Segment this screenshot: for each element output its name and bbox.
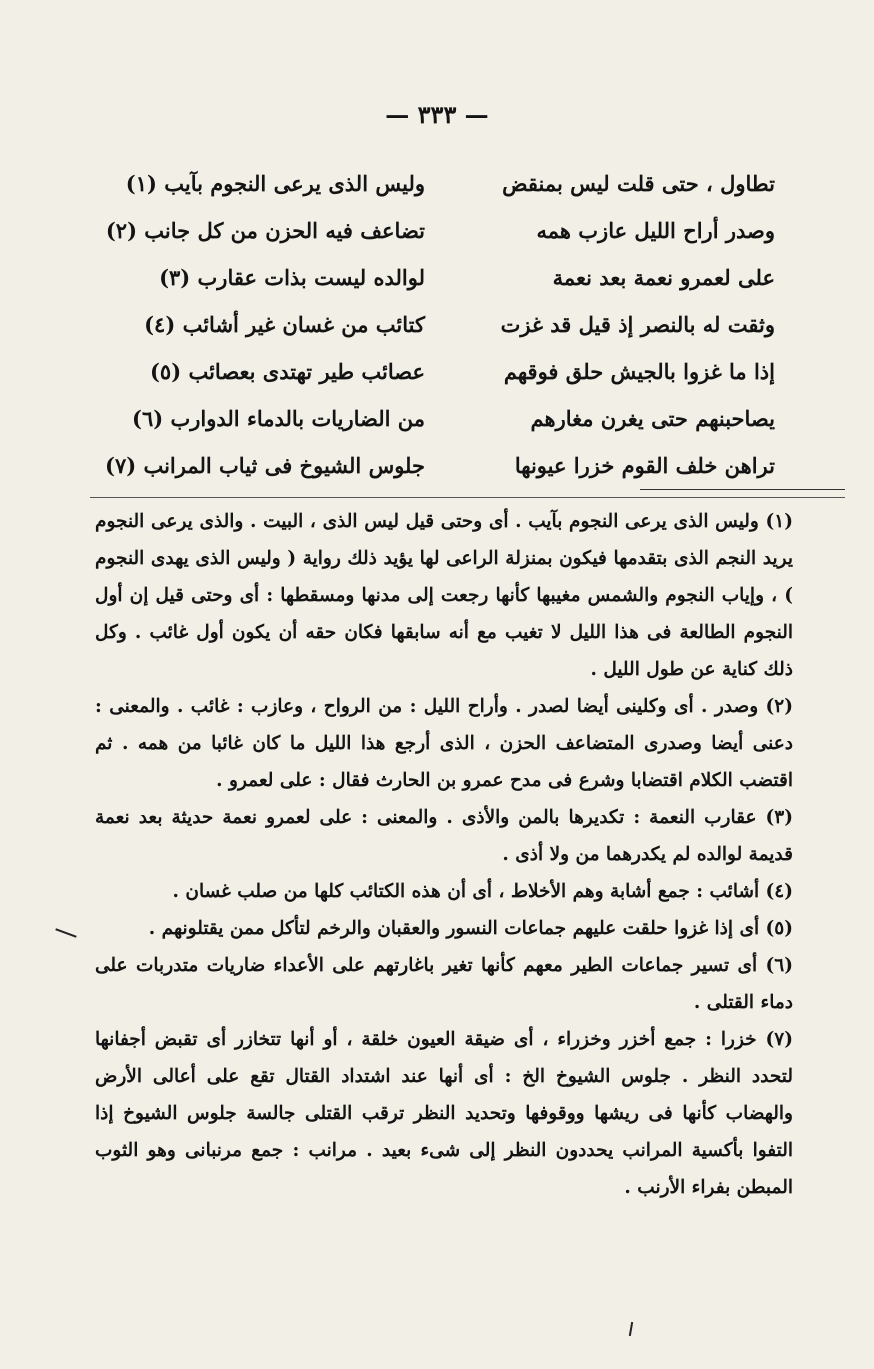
- footnote-divider: [640, 489, 845, 490]
- footnote: (١) وليس الذى يرعى النجوم بآيب . أى وحتى قيل ليس الذى ، البيت . والذى يرعى النجوم يريد النجم الذى بتقدمها فيكون بمنزلة الراعى لها يؤيد ذلك رواية ( وليس الذى يهدى النجوم ) ، وإياب النجوم والشمس مغيبها كأنها رجعت إلى مدنها ومسقطها : أى وحتى قيل إن أول النجوم الطالعة فى هذا الليل لا تغيب مع أنه سابقها فكان حقه أن يكون أول غائب . وكل ذلك كناية عن طول الليل .: [95, 511, 793, 680]
- verse-first-hemistich: وثقت له بالنصر إذ قيل قد غزت: [500, 312, 775, 337]
- verse-first-hemistich: على لعمرو نعمة بعد نعمة: [552, 265, 775, 290]
- verse: [105, 442, 775, 489]
- verse-second-hemistich: تضاعف فيه الحزن من كل جانب (٢): [105, 218, 425, 243]
- verse-second-hemistich: كتائب من غسان غير أشائب (٤): [144, 312, 425, 337]
- verse-first-hemistich: يصاحبنهم حتى يغرن مغارهم: [530, 406, 775, 431]
- footnote: (٢) وصدر . أى وكلينى أيضا لصدر . وأراح الليل : من الرواح ، وعازب : غائب . والمعنى : دعنى أيضا وصدرى المتضاعف الحزن ، الذى أرجع هذا الليل ما كان غائبا من همه . ثم اقتضب الكلام اقتضابا وشرع فى مدح عمرو بن الحارث فقال : على لعمرو .: [95, 696, 793, 791]
- verse-second-hemistich: لوالده ليست بذات عقارب (٣): [159, 265, 425, 290]
- verse-first-hemistich: تراهن خلف القوم خزرا عيونها: [514, 453, 775, 478]
- page-number: — ٣٣٣ —: [385, 100, 489, 129]
- footnote: (٥) أى إذا غزوا حلقت عليهم جماعات النسور والعقبان والرخم لتأكل ممن يقتلونهم .: [148, 918, 793, 939]
- verse: [125, 348, 775, 395]
- poem: [105, 160, 775, 489]
- footnote: (٣) عقارب النعمة : تكديرها بالمن والأذى . والمعنى : على لعمرو نعمة حديثة بعد نعمة قديمة لوالده لم يكدرهما من ولا أذى .: [95, 807, 793, 865]
- verse: [125, 254, 775, 301]
- verse-first-hemistich: إذا ما غزوا بالجيش حلق فوقهم: [503, 359, 775, 384]
- verse-second-hemistich: من الضاريات بالدماء الدوارب (٦): [132, 406, 425, 431]
- verse-second-hemistich: جلوس الشيوخ فى ثياب المرانب (٧): [105, 453, 425, 478]
- scan-speck: [55, 928, 76, 937]
- verse: [105, 207, 775, 254]
- footnotes: [95, 503, 793, 1206]
- verse-first-hemistich: وصدر أراح الليل عازب همه: [536, 218, 775, 243]
- verse: [125, 395, 775, 442]
- verse: [125, 160, 775, 207]
- footnote: (٤) أشائب : جمع أشابة وهم الأخلاط ، أى أن هذه الكتائب كلها من صلب غسان .: [172, 881, 793, 902]
- verse-second-hemistich: وليس الذى يرعى النجوم بآيب (١): [125, 171, 425, 196]
- footnote: (٦) أى تسير جماعات الطير معهم كأنها تغير باغارتهم على الأعداء ضاريات متدربات على دماء القتلى .: [95, 955, 793, 1013]
- verse-first-hemistich: تطاول ، حتى قلت ليس بمنقض: [502, 171, 775, 196]
- footnote: (٧) خزرا : جمع أخزر وخزراء ، أى ضيقة العيون خلقة ، أو أنها تتخازر أى تقبض أجفانها لتحدد النظر . جلوس الشيوخ الخ : أى أنها عند اشتداد القتال تقع على أعالى الأرض والهضاب كأنها فى ريشها ووقوفها وتحديد النظر ترقب القتلى جالسة جلوس الشيوخ إذا التفوا بأكسية المرانب يحددون النظر إلى شىء بعيد . مرانب : جمع مرنبانى وهو الثوب المبطن بفراء الأرنب .: [95, 1029, 793, 1198]
- verse-second-hemistich: عصائب طير تهتدى بعصائب (٥): [149, 359, 425, 384]
- footnote-rule: [90, 497, 845, 498]
- verse: [125, 301, 775, 348]
- scan-speck: [629, 1322, 633, 1336]
